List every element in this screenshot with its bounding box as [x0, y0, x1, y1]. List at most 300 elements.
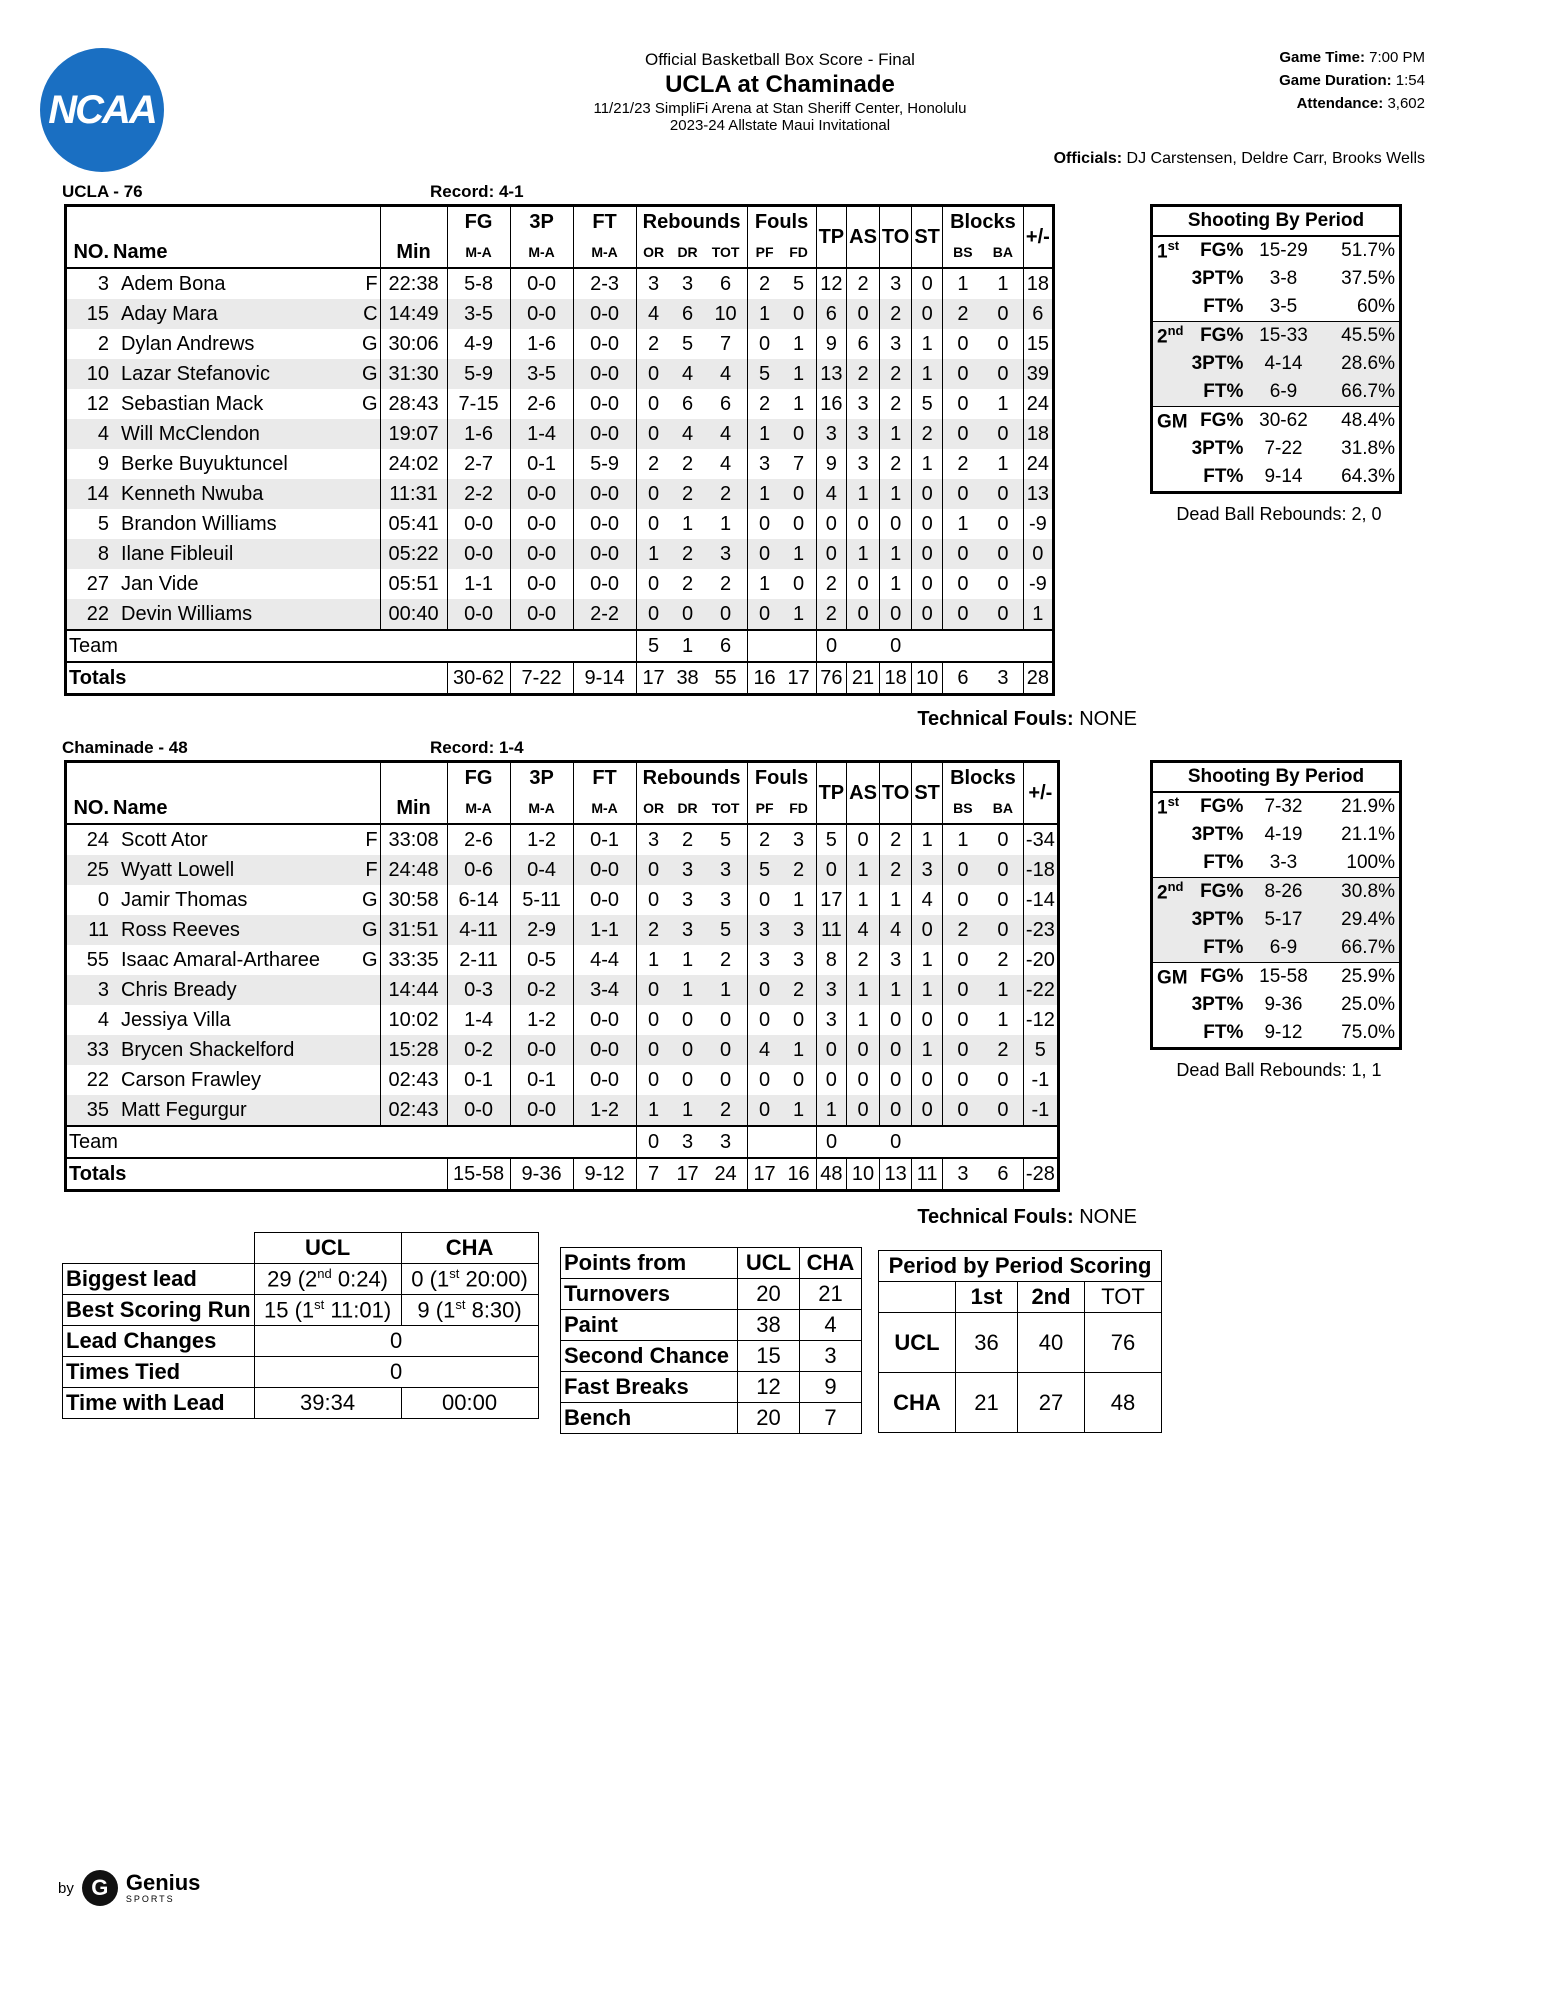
- stat-min: 10:02: [380, 1005, 447, 1035]
- team-tp: 0: [816, 1126, 847, 1158]
- sbp-row: [1152, 265, 1401, 293]
- stat-dr: 2: [682, 828, 694, 851]
- stat-3p: 5-11: [510, 885, 573, 915]
- event-line: 2023-24 Allstate Maui Invitational: [669, 117, 891, 134]
- period-team: CHA: [879, 1373, 956, 1433]
- total-pm: -28: [1023, 1158, 1058, 1191]
- stat-fg: 5-8: [447, 268, 510, 299]
- sbp-period: 2nd: [1152, 322, 1188, 351]
- stat-as: 0: [847, 1095, 880, 1126]
- stat-3p: 0-0: [510, 599, 573, 630]
- stat-min: 31:51: [380, 915, 447, 945]
- stat-pf: 1: [747, 419, 782, 449]
- stat-to: 2: [879, 449, 911, 479]
- stat-bs: 0: [942, 569, 983, 599]
- player-position: G: [360, 915, 380, 945]
- col-ma: M-A: [447, 793, 510, 824]
- stat-min: 02:43: [380, 1065, 447, 1095]
- sbp-pct: 64.3%: [1341, 466, 1395, 487]
- stat-pm: 15: [1023, 329, 1053, 359]
- stat-bs: 1: [942, 509, 983, 539]
- total-fg: 30-62: [447, 662, 510, 695]
- player-name: Sebastian Mack: [121, 392, 264, 415]
- stat-pm: -14: [1023, 885, 1058, 915]
- stat-or: 0: [636, 599, 671, 630]
- dead-ball-rebounds: Dead Ball Rebounds: 2, 0: [1176, 504, 1382, 524]
- player-number: 33: [66, 1035, 112, 1065]
- points-label: Bench: [561, 1403, 738, 1434]
- stat-pf: 0: [747, 599, 782, 630]
- points-label: Fast Breaks: [561, 1372, 738, 1403]
- times-tied: 0: [254, 1357, 538, 1388]
- total-to: 18: [879, 662, 911, 695]
- stat-pf: 4: [747, 1035, 782, 1065]
- points-label: Turnovers: [561, 1279, 738, 1310]
- stat-bs: 2: [942, 449, 983, 479]
- stat-ba: 0: [983, 359, 1024, 389]
- stat-fg: 1-1: [447, 569, 510, 599]
- stat-dr: 0: [682, 1008, 694, 1031]
- stat-min: 00:40: [380, 599, 447, 630]
- col-ft: FT: [573, 206, 636, 238]
- stat-to: 0: [879, 1005, 911, 1035]
- stat-ft: 4-4: [573, 945, 636, 975]
- player-number: 3: [97, 272, 109, 295]
- stat-or: 1: [636, 539, 671, 569]
- stat-3p: 0-0: [510, 479, 573, 509]
- sbp-stat: FG%: [1188, 322, 1248, 351]
- stat-fd: 7: [793, 452, 805, 475]
- stat-fg: 0-2: [447, 1035, 510, 1065]
- stat-tot: 2: [720, 572, 732, 595]
- lead-table: [62, 1232, 539, 1419]
- sbp-ma: 7-32: [1264, 796, 1303, 817]
- sbp-ma: 30-62: [1259, 410, 1308, 431]
- stat-ft: 3-4: [573, 975, 636, 1005]
- stat-fd: 0: [782, 479, 817, 509]
- sbp-row: [1152, 963, 1401, 992]
- stat-ba: 0: [997, 888, 1009, 911]
- player-row: [66, 299, 1054, 329]
- lead-label: Time with Lead: [63, 1388, 255, 1419]
- player-position: [360, 419, 380, 449]
- stat-3p: 0-2: [510, 975, 573, 1005]
- stat-st: 1: [912, 1035, 943, 1065]
- stat-fd: 0: [782, 419, 817, 449]
- stat-tp: 17: [816, 885, 847, 915]
- points-ucl: 15: [738, 1341, 800, 1372]
- stat-tp: 9: [816, 329, 847, 359]
- stat-fd: 1: [782, 359, 817, 389]
- player-row: [66, 1005, 1059, 1035]
- total-tot: 55: [714, 666, 737, 689]
- total-tot: 24: [714, 1162, 737, 1185]
- stat-pm: 24: [1023, 449, 1053, 479]
- team-row: [66, 630, 1054, 662]
- stat-dr: 3: [671, 855, 705, 885]
- stat-st: 1: [912, 359, 943, 389]
- player-row: [66, 268, 1054, 299]
- stat-pm: -1: [1023, 1065, 1058, 1095]
- period-title: Period by Period Scoring: [879, 1251, 1162, 1282]
- stat-pm: -9: [1023, 569, 1053, 599]
- player-row: [66, 885, 1059, 915]
- stat-ft: 0-0: [573, 885, 636, 915]
- total-ba: 6: [997, 1162, 1009, 1185]
- stat-to: 0: [879, 1065, 911, 1095]
- stat-fd: 1: [782, 1095, 817, 1126]
- stat-bs: 0: [942, 359, 983, 389]
- stat-st: 0: [912, 915, 943, 945]
- col-dr: DR: [677, 800, 698, 816]
- player-position: [360, 569, 380, 599]
- player-position: [360, 449, 380, 479]
- stat-tot: 0: [720, 1068, 732, 1091]
- stat-st: 0: [912, 509, 943, 539]
- stat-dr: 0: [671, 1035, 705, 1065]
- col-min: Min: [380, 237, 447, 268]
- stat-min: 05:41: [380, 509, 447, 539]
- points-h1: UCL: [738, 1248, 800, 1279]
- stat-to: 3: [879, 329, 911, 359]
- stat-ba: 0: [983, 419, 1024, 449]
- stat-or: 4: [636, 299, 671, 329]
- stat-st: 0: [912, 539, 943, 569]
- col-min: Min: [380, 793, 447, 824]
- sbp-pct: 66.7%: [1320, 378, 1401, 407]
- col-rebounds: Rebounds: [636, 206, 747, 238]
- stat-to: 1: [879, 419, 911, 449]
- time-lead-cha: 00:00: [401, 1388, 538, 1419]
- col-to: TO: [879, 206, 911, 269]
- player-position: F: [365, 828, 378, 851]
- player-position: [360, 1095, 380, 1126]
- stat-fg: 0-0: [447, 539, 510, 569]
- stat-ba: 0: [983, 599, 1024, 630]
- stat-dr: 0: [671, 599, 705, 630]
- sbp-pct: 66.7%: [1320, 934, 1401, 963]
- player-name: Berke Buyuktuncel: [121, 452, 288, 475]
- stat-bs: 0: [942, 539, 983, 569]
- shooting-by-period-table: [1150, 204, 1402, 494]
- stat-pm: -9: [1023, 509, 1053, 539]
- sbp-stat: FT%: [1188, 378, 1248, 407]
- stat-pf: 3: [747, 915, 782, 945]
- stat-pf: 0: [747, 1065, 782, 1095]
- stat-ft: 0-0: [573, 329, 636, 359]
- player-number: 15: [66, 299, 112, 329]
- stat-st: 1: [912, 945, 943, 975]
- stat-3p: 0-0: [510, 509, 573, 539]
- stat-ba: 2: [997, 948, 1009, 971]
- sbp-ma: 3-8: [1269, 268, 1298, 289]
- team-record: Record: 4-1: [430, 182, 524, 201]
- points-ucl: 38: [738, 1310, 800, 1341]
- player-row: [66, 599, 1054, 630]
- stat-min: 15:28: [380, 1035, 447, 1065]
- stat-bs: 0: [942, 389, 983, 419]
- stat-tp: 12: [816, 268, 847, 299]
- stat-tot: 3: [705, 539, 748, 569]
- total-or: 17: [636, 662, 671, 695]
- stat-tot: 0: [720, 1008, 732, 1031]
- sbp-ma: 4-19: [1264, 824, 1303, 845]
- technical-fouls: Technical Fouls: NONE: [917, 1206, 1137, 1228]
- stat-pf: 0: [747, 885, 782, 915]
- stat-to: 4: [879, 915, 911, 945]
- game-info: Game Time: 7:00 PM Game Duration: 1:54 Attendance: 3,602: [1279, 49, 1425, 112]
- period-score: 27: [1018, 1373, 1085, 1433]
- col-no: NO.: [73, 796, 109, 819]
- player-row: [66, 419, 1054, 449]
- total-tp: 76: [816, 662, 847, 695]
- total-pf: 16: [747, 662, 782, 695]
- stat-ft: 1-1: [573, 915, 636, 945]
- stat-to: 2: [879, 389, 911, 419]
- stat-ft: 0-0: [573, 1065, 636, 1095]
- total-fg: 15-58: [447, 1158, 510, 1191]
- player-position: F: [360, 855, 380, 885]
- stat-as: 0: [847, 1065, 880, 1095]
- points-title: Points from: [561, 1248, 738, 1279]
- stat-tp: 2: [816, 599, 847, 630]
- stat-to: 2: [879, 299, 911, 329]
- stat-tot: 1: [705, 975, 748, 1005]
- col-or: OR: [636, 237, 671, 268]
- stat-ft: 0-0: [573, 1035, 636, 1065]
- points-ucl: 20: [738, 1279, 800, 1310]
- team-header: UCLA - 76: [62, 182, 143, 201]
- stat-or: 3: [636, 268, 671, 299]
- stat-min: 24:48: [380, 855, 447, 885]
- stat-3p: 0-0: [510, 1095, 573, 1126]
- player-position: G: [362, 332, 378, 355]
- team-label: Team: [69, 1130, 118, 1153]
- sbp-period: [1152, 1019, 1188, 1049]
- stat-tp: 3: [816, 975, 847, 1005]
- stat-st: 0: [912, 299, 943, 329]
- player-row: [66, 329, 1054, 359]
- stat-bs: 0: [942, 885, 983, 915]
- stat-fg: 6-14: [447, 885, 510, 915]
- stat-3p: 3-5: [510, 359, 573, 389]
- stat-fg: 4-9: [447, 329, 510, 359]
- stat-pf: 2: [747, 268, 782, 299]
- sbp-period: GM: [1157, 411, 1188, 433]
- player-name: Matt Fegurgur: [111, 1095, 360, 1126]
- stat-ba: 0: [997, 572, 1009, 595]
- stat-st: 0: [912, 479, 943, 509]
- player-name: Lazar Stefanovic: [111, 359, 360, 389]
- sbp-period: 1st: [1157, 794, 1180, 819]
- col-threep: 3P: [510, 206, 573, 238]
- stat-dr: 2: [682, 452, 694, 475]
- stat-as: 1: [847, 479, 880, 509]
- sbp-row: [1152, 821, 1401, 849]
- player-position: F: [365, 272, 378, 295]
- stat-as: 1: [847, 855, 880, 885]
- points-row: [561, 1403, 862, 1434]
- stat-as: 0: [847, 824, 880, 855]
- lead-ucl: 29 (2nd 0:24): [254, 1264, 401, 1295]
- col-blocks: Blocks: [942, 762, 1023, 794]
- stat-fd: 0: [793, 1008, 805, 1031]
- col-bs: BS: [942, 237, 983, 268]
- stat-fd: 1: [793, 392, 805, 415]
- player-number: 22: [86, 1068, 109, 1091]
- stat-ba: 0: [983, 479, 1024, 509]
- sbp-ma: 15-29: [1259, 240, 1308, 261]
- sbp-row: [1152, 934, 1401, 963]
- stat-tp: 4: [816, 479, 847, 509]
- stat-ft: 0-0: [573, 419, 636, 449]
- stat-ft: 1-2: [573, 1095, 636, 1126]
- stat-fd: 1: [793, 888, 805, 911]
- stat-min: 30:06: [380, 329, 447, 359]
- col-fouls: Fouls: [747, 762, 816, 794]
- period-h2: 2nd: [1018, 1282, 1085, 1313]
- player-row: [66, 1035, 1059, 1065]
- stat-tp: 0: [816, 509, 847, 539]
- sbp-pct: 31.8%: [1341, 438, 1395, 459]
- col-ba: BA: [992, 244, 1014, 260]
- stat-ft: 0-0: [573, 479, 636, 509]
- col-bs: BS: [942, 793, 983, 824]
- stat-as: 2: [847, 268, 880, 299]
- lead-label: Biggest lead: [63, 1264, 255, 1295]
- player-name: Dylan Andrews: [121, 332, 255, 355]
- stat-tp: 2: [816, 569, 847, 599]
- stat-to: 1: [879, 975, 911, 1005]
- stat-bs: 0: [942, 975, 983, 1005]
- player-name: Brandon Williams: [121, 512, 277, 535]
- stat-or: 2: [636, 329, 671, 359]
- stat-pm: -12: [1023, 1005, 1058, 1035]
- stat-pm: 18: [1023, 268, 1053, 299]
- sbp-row: [1152, 463, 1401, 493]
- points-label: Second Chance: [561, 1341, 738, 1372]
- sbp-pct: 51.7%: [1341, 240, 1395, 261]
- stat-or: 3: [636, 824, 671, 855]
- sbp-period: [1152, 849, 1188, 878]
- stat-min: 30:58: [380, 885, 447, 915]
- stat-3p: 0-1: [510, 1065, 573, 1095]
- stat-dr: 2: [671, 479, 705, 509]
- stat-ba: 0: [997, 1068, 1009, 1091]
- sbp-row: [1152, 236, 1401, 265]
- col-ma: M-A: [510, 237, 573, 268]
- stat-min: 02:43: [380, 1095, 447, 1126]
- stat-st: 1: [912, 449, 943, 479]
- stat-fd: 1: [793, 332, 805, 355]
- stat-tot: 2: [720, 948, 732, 971]
- sbp-pct: 30.8%: [1320, 878, 1401, 907]
- technical-fouls: Technical Fouls: NONE: [917, 708, 1137, 730]
- stat-st: 0: [912, 599, 943, 630]
- col-ba: BA: [992, 800, 1014, 816]
- stat-fg: 0-0: [447, 599, 510, 630]
- stat-or: 0: [636, 1005, 671, 1035]
- stat-or: 0: [636, 1065, 671, 1095]
- box-score-table: [64, 760, 1060, 1192]
- sbp-ma: 8-26: [1247, 878, 1319, 907]
- lead-h2: CHA: [401, 1233, 538, 1264]
- lead-h1: UCL: [254, 1233, 401, 1264]
- stat-fg: 0-3: [447, 975, 510, 1005]
- player-number: 11: [66, 915, 112, 945]
- player-name: Jessiya Villa: [121, 1008, 231, 1031]
- stat-tot: 2: [705, 479, 748, 509]
- col-ma: M-A: [447, 237, 510, 268]
- player-name: Chris Bready: [111, 975, 360, 1005]
- col-pf: PF: [747, 793, 782, 824]
- total-to: 13: [879, 1158, 911, 1191]
- points-cha: 3: [800, 1341, 862, 1372]
- player-position: G: [362, 392, 378, 415]
- sbp-row: [1152, 1019, 1401, 1049]
- stat-as: 6: [847, 329, 880, 359]
- points-from-table: [560, 1247, 862, 1434]
- stat-fd: 3: [782, 915, 817, 945]
- points-ucl: 20: [738, 1403, 800, 1434]
- stat-pf: 0: [747, 975, 782, 1005]
- stat-tot: 5: [720, 828, 732, 851]
- stat-as: 2: [847, 945, 880, 975]
- sbp-ma: 7-22: [1264, 438, 1303, 459]
- sbp-period: [1152, 435, 1188, 463]
- sbp-ma: 15-33: [1247, 322, 1319, 351]
- col-st: ST: [912, 206, 943, 269]
- player-position: [360, 479, 380, 509]
- sbp-stat: 3PT%: [1188, 906, 1248, 934]
- stat-tot: 7: [720, 332, 732, 355]
- stat-ba: 0: [983, 855, 1024, 885]
- stat-ba: 1: [997, 452, 1009, 475]
- period-score: 36: [956, 1313, 1018, 1373]
- stat-pf: 2: [747, 824, 782, 855]
- sbp-pct: 25.0%: [1341, 994, 1395, 1015]
- sbp-stat: 3PT%: [1191, 438, 1244, 459]
- player-position: [360, 1035, 380, 1065]
- stat-to: 2: [879, 359, 911, 389]
- stat-st: 0: [912, 1095, 943, 1126]
- period-score: 76: [1085, 1313, 1162, 1373]
- col-tp: TP: [816, 762, 847, 825]
- box-score-table: [64, 204, 1055, 696]
- stat-fg: 3-5: [447, 299, 510, 329]
- stat-3p: 0-4: [510, 855, 573, 885]
- stat-as: 0: [847, 1035, 880, 1065]
- player-number: 35: [66, 1095, 112, 1126]
- player-number: 8: [66, 539, 112, 569]
- dead-ball-rebounds: Dead Ball Rebounds: 1, 1: [1176, 1060, 1382, 1080]
- player-position: [360, 539, 380, 569]
- stat-ba: 1: [997, 1008, 1009, 1031]
- col-or: OR: [636, 793, 671, 824]
- stat-pf: 0: [747, 329, 782, 359]
- stat-fd: 0: [793, 572, 805, 595]
- total-3p: 9-36: [510, 1158, 573, 1191]
- stat-bs: 1: [942, 824, 983, 855]
- sbp-row: [1152, 293, 1401, 322]
- stat-fg: 0-1: [447, 1065, 510, 1095]
- stat-pf: 0: [747, 509, 782, 539]
- col-ma: M-A: [573, 793, 636, 824]
- col-fd: FD: [789, 800, 808, 816]
- sbp-ma: 3-5: [1269, 296, 1298, 317]
- sbp-title: Shooting By Period: [1152, 762, 1401, 793]
- team-label: Team: [69, 634, 118, 657]
